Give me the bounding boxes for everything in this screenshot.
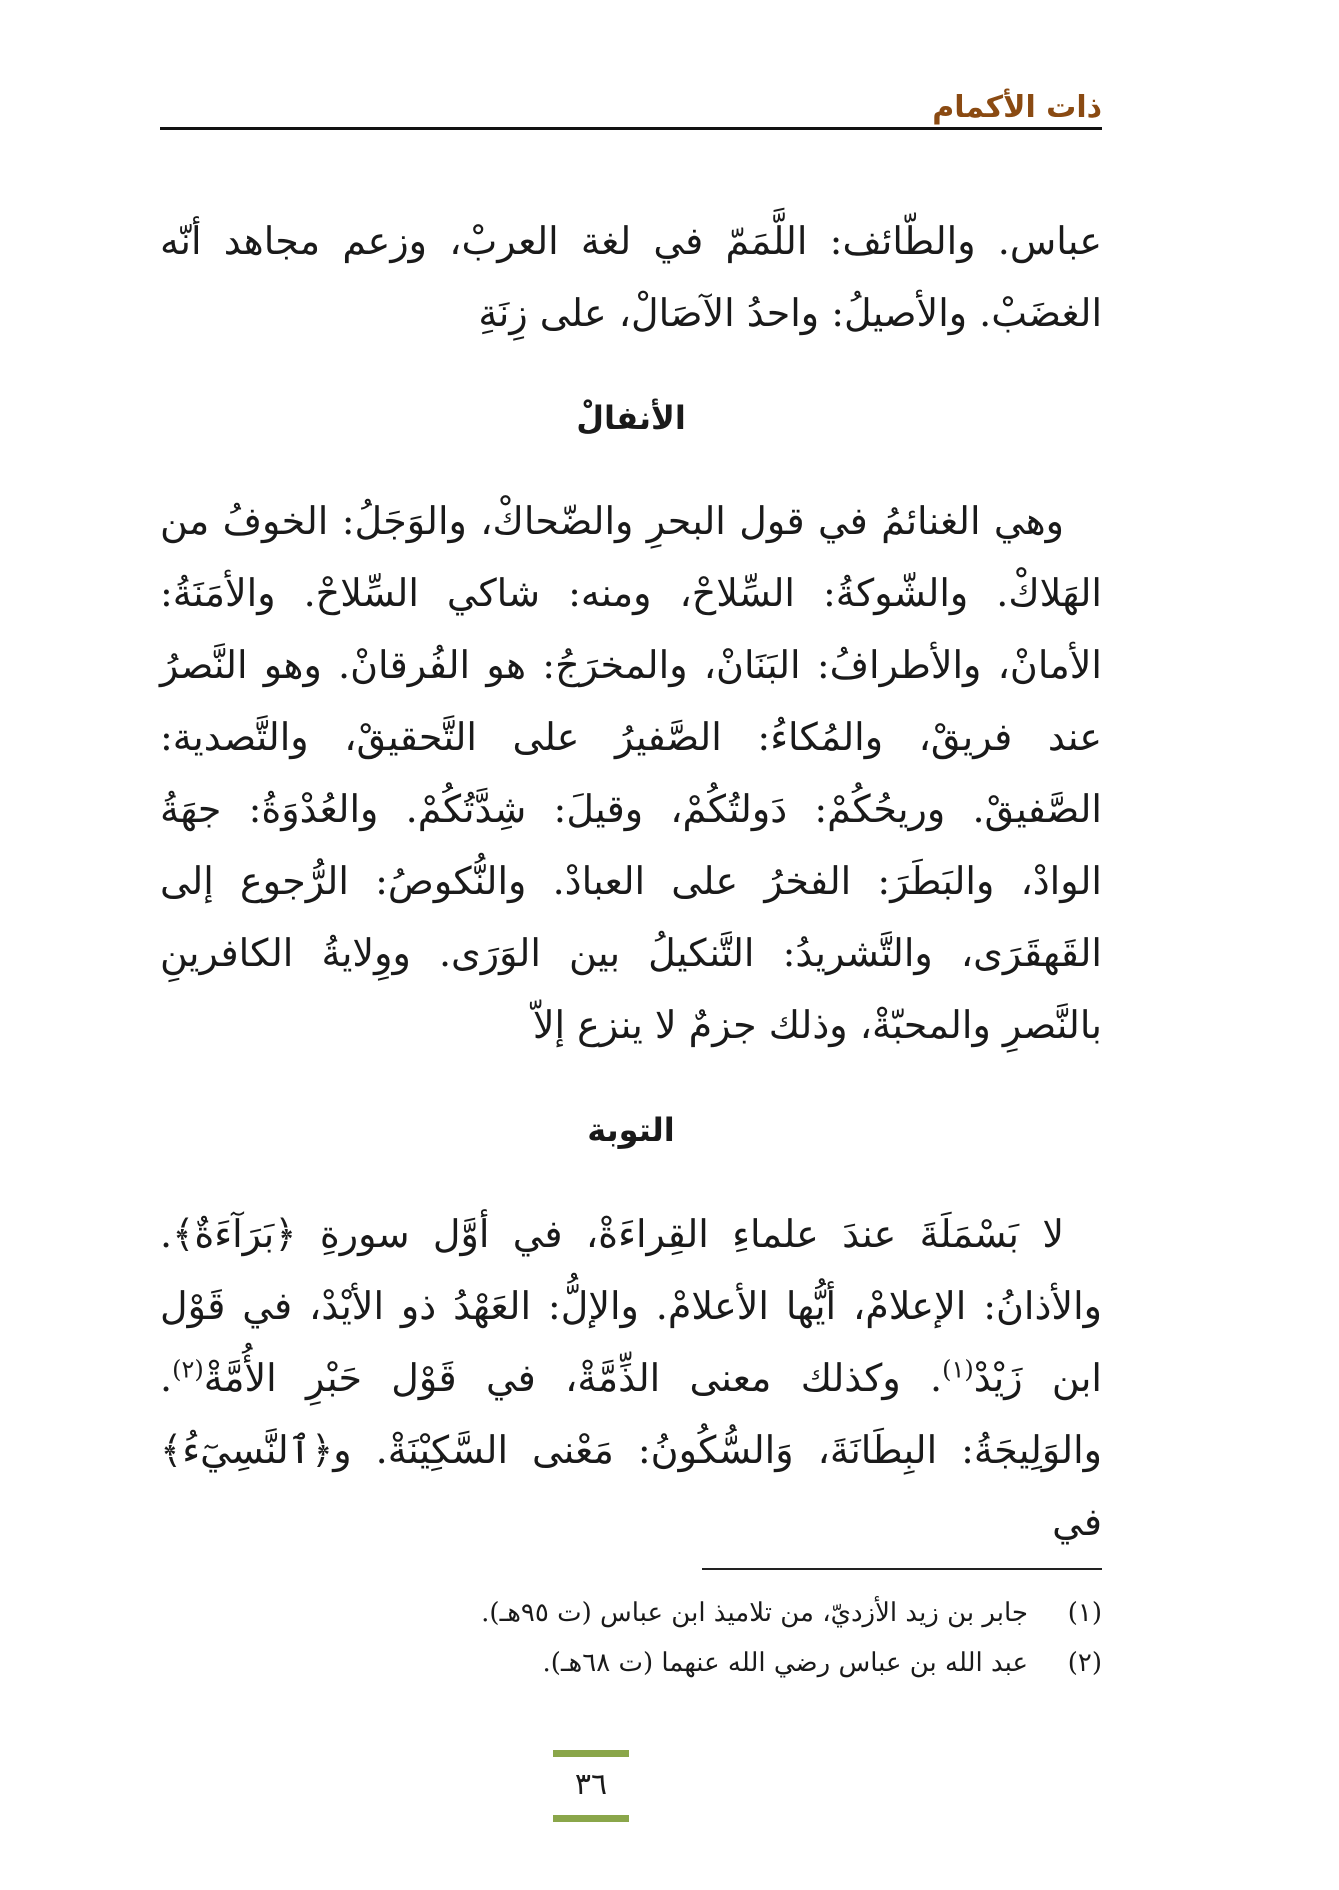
footnote-item: [160, 1588, 1102, 1638]
header-divider: [160, 127, 1102, 130]
tawba-text-part3: . والوَلِيجَةُ: البِطَانَةَ، وَالسُّكُونُ: مَعْنى السَّكِيْنَةْ. و﴿ٱلنَّسِيٓءُ﴾ في: [160, 1356, 1102, 1544]
footnote-divider: [702, 1568, 1102, 1570]
page-number-top-bar: [553, 1750, 629, 1757]
footnote-number: (١): [1067, 1598, 1102, 1628]
section-heading-anfal: الأنفالْ: [576, 399, 686, 437]
footnote-item: [160, 1638, 1102, 1688]
anfal-paragraph-block: [160, 485, 1102, 1061]
tawba-text-part2: . وكذلك معنى الذِّمَّةْ، في قَوْل حَبْرِ الأُمَّةْ: [203, 1356, 943, 1400]
intro-paragraph-block: [160, 205, 1102, 349]
tawba-paragraph: [160, 1198, 1102, 1558]
footnotes-section: [160, 1588, 1102, 1688]
tawba-paragraph-block: [160, 1198, 1102, 1558]
tawba-text-part1: لا بَسْمَلَةَ عندَ علماءِ القِراءَةْ، في أوَّل سورةِ ﴿بَرَآءَةٌ﴾. والأذانُ: الإعلامْ، أيُّها الأعلامْ. والإلُّ: العَهْدُ ذو الأيْدْ، في قَوْل ابن زَيْدْ: [160, 1212, 1102, 1400]
footnote-text: جابر بن زيد الأزديّ، من تلاميذ ابن عباس (ت ٩٥هـ).: [481, 1598, 1028, 1628]
footnote-ref-2[interactable]: (٢): [172, 1355, 204, 1384]
page-number: ٣٦: [574, 1767, 608, 1802]
running-header-title: ذات الأكمام: [932, 90, 1102, 125]
footnote-number: (٢): [1067, 1648, 1102, 1678]
footnote-text: عبد الله بن عباس رضي الله عنهما (ت ٦٨هـ).: [542, 1648, 1028, 1678]
anfal-paragraph: وهي الغنائمُ في قول البحرِ والضّحاكْ، والوَجَلُ: الخوفُ من الهَلاكْ. والشّوكةُ: السِّلاحْ، ومنه: شاكي السِّلاحْ. والأمَنَةُ: الأمانْ، والأطرافُ: البَنَانْ، والمخرَجُ: هو الفُرقانْ. وهو النَّصرُ عند فريقْ، والمُكاءُ: الصَّفيرُ على التَّحقيقْ، والتَّصدية: الصَّفيقْ. وريحُكُمْ: دَولتُكُمْ، وقيلَ: شِدَّتُكُمْ. والعُدْوَةُ: جهَةُ الوادْ، والبَطَرَ: الفخرُ على العبادْ. والنُّكوصُ: الرُّجوع إلى القَهقَرَى، والتَّشريدُ: التَّنكيلُ بين الوَرَى. ووِلايةُ الكافرينِ بالنَّصرِ والمحبّةْ، وذلك جزمٌ لا ينزع إلاّ: [160, 499, 1102, 1047]
page-number-bottom-bar: [553, 1815, 629, 1822]
footnote-ref-1[interactable]: (١): [942, 1355, 974, 1384]
intro-paragraph: عباس. والطّائف: اللَّمَمّ في لغة العربْ، وزعم مجاهد أنّه الغضَبْ. والأصيلُ: واحدُ الآصَالْ، على زِنَةِ: [160, 219, 1102, 335]
section-heading-tawba: التوبة: [587, 1111, 675, 1149]
